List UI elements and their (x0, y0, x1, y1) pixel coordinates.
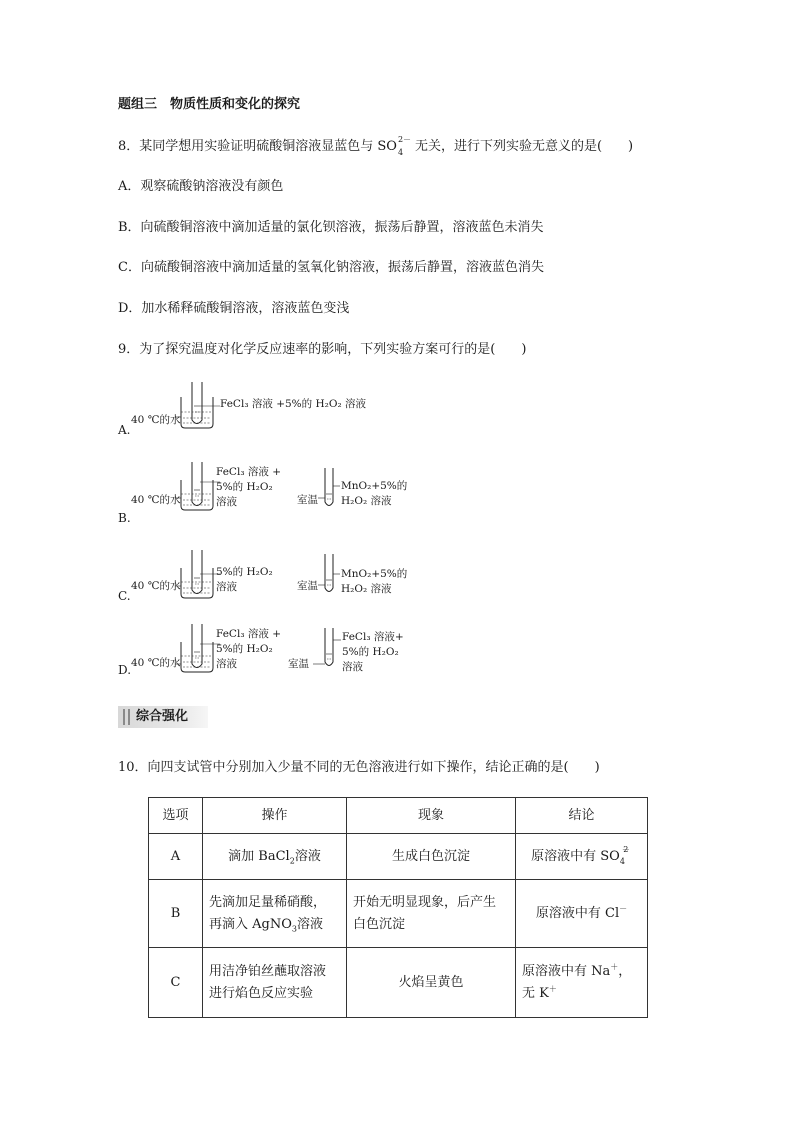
q9-b-tube1-line3: 溶液 (216, 496, 237, 508)
q9-b-tube2-line2: H₂O₂ 溶液 (341, 495, 392, 507)
q9-c-tube2-line2: H₂O₂ 溶液 (341, 583, 392, 595)
q9-option-d-letter: D. (118, 663, 132, 677)
q9-b-test-tube-icon (318, 466, 340, 512)
q9-stem: 9．为了探究温度对化学反应速率的影响，下列实验方案可行的是( ) (118, 342, 527, 357)
heading-stripe (123, 709, 125, 725)
q9-d-tube1-line1: FeCl₃ 溶液 + (216, 628, 281, 640)
q9-d-tube2-line3: 溶液 (342, 661, 363, 673)
q9-d-tube2-line2: 5%的 H₂O₂ (342, 646, 399, 658)
header-conclusion: 结论 (516, 798, 648, 834)
q8-stem-after: 无关，进行下列实验无意义的是( ) (414, 139, 634, 154)
q9-a-tube-label: FeCl₃ 溶液 +5%的 H₂O₂ 溶液 (220, 398, 367, 410)
row-b-option: B (149, 880, 203, 948)
row-c-conclusion-line2-text: 无 K (522, 985, 549, 1001)
q8-option-d: D．加水稀释硫酸铜溶液，溶液蓝色变浅 (118, 301, 350, 316)
heading-stripe (128, 709, 130, 725)
q9-option-a-letter: A. (118, 423, 131, 437)
q9-d-water-label: 40 ℃的水 (131, 657, 181, 669)
q8-option-a: A．观察硫酸钠溶液没有颜色 (118, 179, 284, 194)
row-b-conclusion (516, 880, 648, 948)
row-c-operation-line1: 用洁净铂丝蘸取溶液 (209, 963, 327, 979)
table-header-row (149, 798, 648, 834)
row-b-phenomenon-line1: 开始无明显现象，后产生 (353, 894, 497, 910)
section-title: 题组三 物质性质和变化的探究 (118, 97, 301, 112)
q9-c-tube1-line2: 溶液 (216, 581, 237, 593)
row-c-conclusion (516, 948, 648, 1018)
q9-d-tube1-line2: 5%的 H₂O₂ (216, 643, 273, 655)
row-b-operation-line2-end: 溶液 (296, 916, 323, 932)
row-b-operation-line1: 先滴加足量稀硝酸， (209, 894, 327, 910)
row-c-conclusion-line2 (522, 983, 641, 1005)
row-a-operation-subscript: 2 (289, 856, 295, 866)
q9-d-tube2-line1: FeCl₃ 溶液+ (342, 631, 404, 643)
row-c-conclusion-line1-text: 原溶液中有 Na (522, 963, 611, 979)
row-a-operation-text: 滴加 BaCl (228, 848, 290, 864)
section-heading-bar (118, 706, 208, 728)
row-c-operation (203, 948, 347, 1018)
q9-d-test-tube-icon (313, 626, 341, 672)
row-a-phenomenon: 生成白色沉淀 (347, 834, 516, 880)
q9-c-test-tube-icon (318, 552, 340, 598)
q9-a-water-label: 40 ℃的水 (131, 414, 181, 426)
table-row (149, 880, 648, 948)
q9-option-b-letter: B. (118, 511, 131, 525)
q9-c-room-label: 室温 (297, 580, 318, 592)
q9-c-tube2-line1: MnO₂+5%的 (341, 568, 408, 580)
q8-stem: 8．某同学想用实验证明硫酸铜溶液显蓝色与 SO 2－ 4 无关，进行下列实验无意义的是( ) (118, 135, 634, 157)
q9-b-room-label: 室温 (297, 494, 318, 506)
row-a-option: A (149, 834, 203, 880)
row-a-conclusion-text: 原溶液中有 SO (531, 848, 620, 864)
q9-b-tube2-line1: MnO₂+5%的 (341, 480, 408, 492)
row-b-chloride-charge: － (619, 904, 628, 914)
row-a-operation-end: 溶液 (294, 848, 321, 864)
q9-b-tube1-line1: FeCl₃ 溶液 + (216, 466, 281, 478)
q9-d-beaker-icon (175, 622, 220, 674)
row-c-operation-line2: 进行焰色反应实验 (209, 985, 314, 1001)
table-row (149, 948, 648, 1018)
q9-b-beaker-icon (175, 460, 220, 512)
row-c-conclusion-line1 (522, 961, 641, 983)
row-b-phenomenon-line2: 白色沉淀 (353, 916, 406, 932)
row-c-conclusion-comma: ， (618, 963, 632, 979)
row-c-phenomenon: 火焰呈黄色 (347, 948, 516, 1018)
row-b-operation-subscript: 3 (291, 924, 297, 934)
q9-b-water-label: 40 ℃的水 (131, 494, 181, 506)
q9-b-tube1-line2: 5%的 H₂O₂ (216, 481, 273, 493)
q8-stem-before: 8．某同学想用实验证明硫酸铜溶液显蓝色与 SO (118, 139, 397, 154)
row-c-sodium-charge: ＋ (610, 962, 619, 972)
header-option: 选项 (149, 798, 203, 834)
section2-title: 综合强化 (136, 709, 189, 724)
q9-c-water-label: 40 ℃的水 (131, 580, 181, 592)
row-c-option: C (149, 948, 203, 1018)
q9-d-tube1-line3: 溶液 (216, 658, 237, 670)
q8-option-b: B．向硫酸铜溶液中滴加适量的氯化钡溶液，振荡后静置，溶液蓝色未消失 (118, 220, 544, 235)
q9-c-beaker-icon (175, 548, 220, 600)
q9-a-beaker-icon (175, 380, 220, 430)
header-phenomenon: 现象 (347, 798, 516, 834)
q8-option-c: C．向硫酸铜溶液中滴加适量的氢氧化钠溶液，振荡后静置，溶液蓝色消失 (118, 260, 544, 275)
q9-c-tube1-line1: 5%的 H₂O₂ (216, 566, 273, 578)
row-b-operation (203, 880, 347, 948)
q10-table (148, 797, 648, 1018)
row-b-conclusion-text: 原溶液中有 Cl (535, 905, 620, 921)
header-operation: 操作 (203, 798, 347, 834)
row-a-operation (203, 834, 347, 880)
q10-stem: 10．向四支试管中分别加入少量不同的无色溶液进行如下操作，结论正确的是( ) (118, 760, 600, 775)
row-b-operation-line2-text: 再滴入 AgNO (209, 916, 292, 932)
table-row (149, 834, 648, 880)
q9-d-room-label: 室温 (288, 658, 309, 670)
q9-option-c-letter: C. (118, 589, 131, 603)
row-b-operation-line2 (209, 914, 340, 936)
row-a-conclusion: 原溶液中有 SO 2－ 4 (516, 834, 648, 880)
row-b-phenomenon (347, 880, 516, 948)
row-c-potassium-charge: ＋ (548, 984, 557, 994)
